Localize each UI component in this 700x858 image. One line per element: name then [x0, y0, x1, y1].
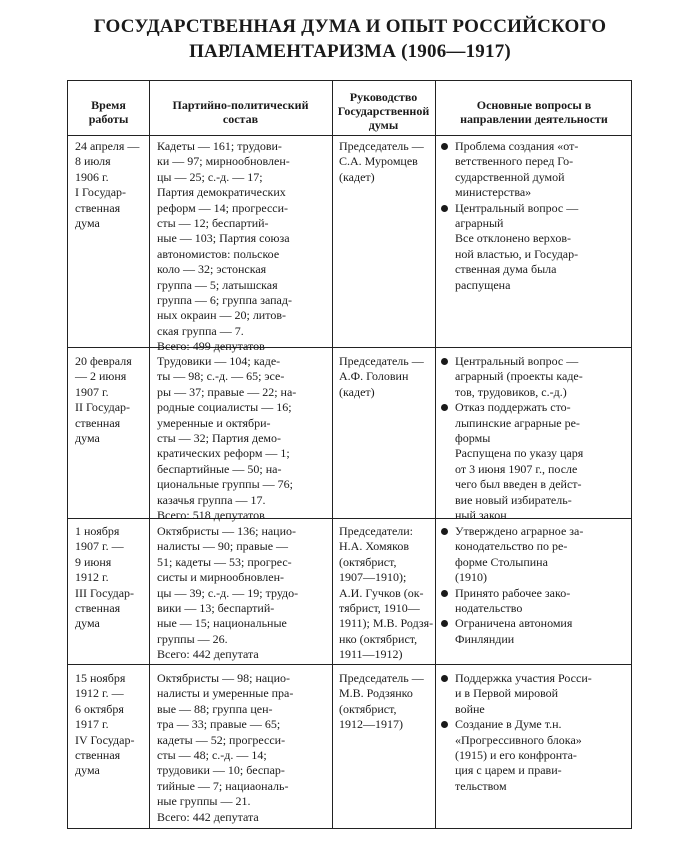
issue-item: Центральный вопрос — аграрный Все отклонено верхов- ной властью, и Государ- ственная дума была распущена — [441, 201, 578, 293]
bullet-icon — [441, 358, 448, 365]
header-period: Время работы — [88, 98, 129, 126]
title-line-1: ГОСУДАРСТВЕННАЯ ДУМА И ОПЫТ РОССИЙСКОГО — [93, 16, 607, 37]
row-1-issues — [441, 139, 578, 293]
issue-item: Утверждено аграрное за- конодательство по ре- форме Столыпина (1910) — [441, 524, 583, 586]
title-line-2: ПАРЛАМЕНТАРИЗМА (1906—1917) — [189, 41, 511, 62]
header-divider — [68, 135, 631, 136]
duma-table — [67, 80, 632, 829]
bullet-icon — [441, 721, 448, 728]
issue-item: Поддержка участия Росси- и в Первой мировой войне — [441, 671, 592, 717]
bullet-icon — [441, 675, 448, 682]
issue-item: Проблема создания «от- ветственного перед Го- сударственной думой министерства» — [441, 139, 578, 201]
row-2-parties: Трудовики — 104; каде- ты — 98; с.-д. — 65; эсе- ры — 37; правые — 22; на- родные социалисты — 16; умеренные и октябри- сты — 32; Партия демо- кратических реформ — 1; беспартийные — 50; на- циональные группы — 76; казачья группа — 17. Всего: 518 депутатов — [157, 354, 297, 523]
row-4-issues — [441, 671, 592, 794]
issue-item: Отказ поддержать сто- лыпинские аграрные ре- формы Распущена по указу царя от 3 июня 1907 г., после чего был введен в дейст- вие новый избиратель- ный закон — [441, 400, 583, 523]
row-3-parties: Октябристы — 136; нацио- налисты — 90; правые — 51; кадеты — 53; прогрес- систы и мирнообновлен- цы — 39; с.-д. — 19; трудо- вики — 13; беспартий- ные — 15; национальные группы — 26. Всего: 442 депутата — [157, 524, 299, 662]
row-1-period: 24 апреля — 8 июля 1906 г. I Государ- ственная дума — [75, 139, 140, 231]
row-3-period: 1 ноября 1907 г. — 9 июня 1912 г. III Государ- ственная дума — [75, 524, 135, 631]
row-1-leadership: Председатель — С.А. Муромцев (кадет) — [339, 139, 424, 184]
issue-item: Центральный вопрос — аграрный (проекты каде- тов, трудовиков, с.-д.) — [441, 354, 583, 400]
row-3-issues — [441, 524, 583, 647]
column-divider — [149, 81, 150, 828]
column-divider — [435, 81, 436, 828]
issue-item: Принято рабочее зако- нодательство — [441, 586, 583, 617]
row-divider — [68, 347, 631, 348]
row-4-period: 15 ноября 1912 г. — 6 октября 1917 г. IV Государ- ственная дума — [75, 671, 135, 778]
row-2-issues — [441, 354, 583, 523]
header-parties: Партийно-политический состав — [172, 98, 309, 126]
bullet-icon — [441, 143, 448, 150]
bullet-icon — [441, 205, 448, 212]
bullet-icon — [441, 620, 448, 627]
issue-item: Ограничена автономия Финляндии — [441, 616, 583, 647]
row-2-leadership: Председатель — А.Ф. Головин (кадет) — [339, 354, 424, 399]
bullet-icon — [441, 404, 448, 411]
header-leadership: Руководство Государственной думы — [337, 90, 430, 132]
bullet-icon — [441, 590, 448, 597]
row-2-period: 20 февраля — 2 июня 1907 г. II Государ- ственная дума — [75, 354, 132, 446]
row-divider — [68, 664, 631, 665]
page-title — [0, 14, 700, 64]
header-issues: Основные вопросы в направлении деятельности — [460, 98, 608, 126]
row-1-parties: Кадеты — 161; трудови- ки — 97; мирнообновлен- цы — 25; с.-д. — 17; Партия демократических реформ — 14; прогресси- сты — 12; беспартий- ные — 103; Партия союза автономистов: польское коло — 32; эстонская группа — 5; латышская группа — 6; группа запад- ных окраин — 20; литов- ская группа — 7. Всего: 499 депутатов — [157, 139, 292, 354]
row-4-leadership: Председатель — М.В. Родзянко (октябрист, 1912—1917) — [339, 671, 424, 732]
row-4-parties: Октябристы — 98; нацио- налисты и умеренные пра- вые — 88; группа цен- тра — 33; правые — 65; кадеты — 52; прогресси- сты — 48; с.-д. — 14; трудовики — 10; беспар- тийные — 7; нациаональ- ные группы — 21. Всего: 442 депутата — [157, 671, 294, 824]
bullet-icon — [441, 528, 448, 535]
column-divider — [332, 81, 333, 828]
row-3-leadership: Председатели: Н.А. Хомяков (октябрист, 1907—1910); А.И. Гучков (ок- тябрист, 1910— 1911); М.В. Родзя- нко (октябрист, 1911—1912) — [339, 524, 434, 662]
issue-item: Создание в Думе т.н. «Прогрессивного блока» (1915) и его конфронта- ция с царем и прави- тельством — [441, 717, 592, 794]
